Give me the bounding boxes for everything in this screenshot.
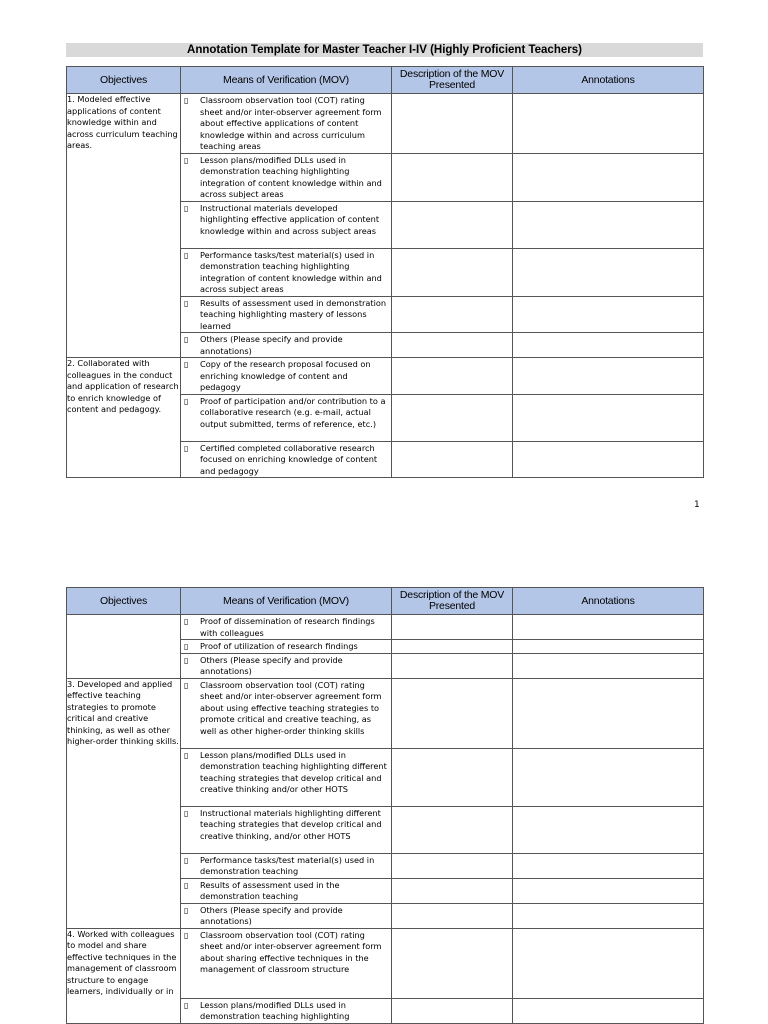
annotation-cell[interactable] <box>513 640 704 654</box>
mov-item: ▯ Lesson plans/modified DLLs used in demonstration teaching highlighting different teaching strategies that develop critical and creative thinking and/or other HOTS <box>181 748 392 806</box>
mov-item: ▯ Results of assessment used in the demonstration teaching <box>181 878 392 903</box>
mov-item: ▯ Lesson plans/modified DLLs used in demonstration teaching highlighting <box>181 998 392 1023</box>
description-cell[interactable] <box>392 333 513 358</box>
table-row <box>67 615 704 640</box>
description-cell[interactable] <box>392 678 513 748</box>
objective-2: 2. Collaborated with colleagues in the conduct and application of research to enrich knowledge of content and pedagogy. <box>67 358 181 478</box>
mov-item: ▯ Certified completed collaborative research focused on enriching knowledge of content and pedagogy <box>181 441 392 478</box>
checkbox-icon: ▯ <box>184 642 189 651</box>
description-cell[interactable] <box>392 806 513 853</box>
description-cell[interactable] <box>392 928 513 998</box>
objective-2-continued <box>67 615 181 679</box>
header-description: Description of the MOV Presented <box>392 588 513 615</box>
description-cell[interactable] <box>392 853 513 878</box>
mov-item: ▯ Others (Please specify and provide annotations) <box>181 333 392 358</box>
mov-item: ▯ Copy of the research proposal focused on enriching knowledge of content and pedagogy <box>181 358 392 395</box>
annotation-cell[interactable] <box>513 201 704 248</box>
description-cell[interactable] <box>392 201 513 248</box>
mov-item: ▯ Lesson plans/modified DLLs used in demonstration teaching highlighting integration of content knowledge within and across subject areas <box>181 153 392 201</box>
description-cell[interactable] <box>392 748 513 806</box>
annotation-cell[interactable] <box>513 296 704 333</box>
table-row <box>67 358 704 395</box>
objective-1: 1. Modeled effective applications of content knowledge within and across curriculum teaching areas. <box>67 94 181 358</box>
mov-item: ▯ Proof of dissemination of research findings with colleagues <box>181 615 392 640</box>
annotation-cell[interactable] <box>513 248 704 296</box>
checkbox-icon: ▯ <box>184 880 189 890</box>
mov-item: ▯ Performance tasks/test material(s) used in demonstration teaching highlighting integration of content knowledge within and across subject areas <box>181 248 392 296</box>
page-number: 1 <box>694 500 700 510</box>
table-header-row <box>67 588 704 615</box>
page-title: Annotation Template for Master Teacher I-IV (Highly Proficient Teachers) <box>66 43 703 57</box>
description-cell[interactable] <box>392 296 513 333</box>
checkbox-icon: ▯ <box>184 360 189 369</box>
description-cell[interactable] <box>392 153 513 201</box>
header-objectives: Objectives <box>67 588 181 615</box>
description-cell[interactable] <box>392 358 513 395</box>
annotation-table-page-1 <box>66 66 704 478</box>
checkbox-icon: ▯ <box>184 335 189 344</box>
header-objectives: Objectives <box>67 67 181 94</box>
annotation-cell[interactable] <box>513 153 704 201</box>
checkbox-icon: ▯ <box>184 680 189 690</box>
description-cell[interactable] <box>392 878 513 903</box>
checkbox-icon: ▯ <box>184 443 189 453</box>
annotation-cell[interactable] <box>513 394 704 441</box>
annotation-cell[interactable] <box>513 678 704 748</box>
checkbox-icon: ▯ <box>184 808 189 818</box>
mov-item: ▯ Others (Please specify and provide annotations) <box>181 903 392 928</box>
checkbox-icon: ▯ <box>184 250 189 260</box>
annotation-cell[interactable] <box>513 615 704 640</box>
table-row <box>67 928 704 998</box>
annotation-cell[interactable] <box>513 998 704 1023</box>
mov-item: ▯ Proof of utilization of research findings <box>181 640 392 654</box>
checkbox-icon: ▯ <box>184 750 189 760</box>
checkbox-icon: ▯ <box>184 396 189 406</box>
description-cell[interactable] <box>392 394 513 441</box>
annotation-cell[interactable] <box>513 748 704 806</box>
header-annotations: Annotations <box>513 588 704 615</box>
checkbox-icon: ▯ <box>184 655 189 665</box>
description-cell[interactable] <box>392 441 513 478</box>
annotation-cell[interactable] <box>513 878 704 903</box>
mov-item: ▯ Proof of participation and/or contribution to a collaborative research (e.g. e-mail, actual output submitted, terms of reference, etc.) <box>181 394 392 441</box>
description-cell[interactable] <box>392 615 513 640</box>
header-annotations: Annotations <box>513 67 704 94</box>
description-cell[interactable] <box>392 653 513 678</box>
checkbox-icon: ▯ <box>184 905 189 915</box>
header-mov: Means of Verification (MOV) <box>181 67 392 94</box>
checkbox-icon: ▯ <box>184 855 189 865</box>
annotation-cell[interactable] <box>513 928 704 998</box>
annotation-cell[interactable] <box>513 441 704 478</box>
checkbox-icon: ▯ <box>184 155 189 165</box>
annotation-cell[interactable] <box>513 806 704 853</box>
objective-4: 4. Worked with colleagues to model and share effective techniques in the management of classroom structure to engage learners, individually or in <box>67 928 181 1023</box>
annotation-cell[interactable] <box>513 903 704 928</box>
checkbox-icon: ▯ <box>184 298 189 308</box>
annotation-cell[interactable] <box>513 853 704 878</box>
table-row <box>67 678 704 748</box>
annotation-cell[interactable] <box>513 358 704 395</box>
header-description: Description of the MOV Presented <box>392 67 513 94</box>
checkbox-icon: ▯ <box>184 930 189 940</box>
mov-item: ▯ Others (Please specify and provide annotations) <box>181 653 392 678</box>
mov-item: ▯ Instructional materials highlighting different teaching strategies that develop critical and creative thinking, and/or other HOTS <box>181 806 392 853</box>
header-mov: Means of Verification (MOV) <box>181 588 392 615</box>
description-cell[interactable] <box>392 94 513 154</box>
checkbox-icon: ▯ <box>184 1000 189 1010</box>
mov-item: ▯ Classroom observation tool (COT) rating sheet and/or inter-observer agreement form about using effective teaching strategies to promote critical and creative teaching, as well as other higher-order thinking skills <box>181 678 392 748</box>
table-row <box>67 94 704 154</box>
mov-item: ▯ Performance tasks/test material(s) used in demonstration teaching <box>181 853 392 878</box>
description-cell[interactable] <box>392 903 513 928</box>
mov-item: ▯ Classroom observation tool (COT) rating sheet and/or inter-observer agreement form about sharing effective techniques in the management of classroom structure <box>181 928 392 998</box>
annotation-cell[interactable] <box>513 94 704 154</box>
table-header-row <box>67 67 704 94</box>
annotation-cell[interactable] <box>513 653 704 678</box>
description-cell[interactable] <box>392 998 513 1023</box>
mov-item: ▯ Instructional materials developed highlighting effective application of content knowledge within and across subject areas <box>181 201 392 248</box>
objective-3: 3. Developed and applied effective teaching strategies to promote critical and creative thinking, as well as other higher-order thinking skills. <box>67 678 181 928</box>
mov-item: ▯ Classroom observation tool (COT) rating sheet and/or inter-observer agreement form about effective applications of content knowledge within and across curriculum teaching areas <box>181 94 392 154</box>
description-cell[interactable] <box>392 248 513 296</box>
description-cell[interactable] <box>392 640 513 654</box>
checkbox-icon: ▯ <box>184 96 189 105</box>
annotation-table-page-2 <box>66 587 704 1024</box>
checkbox-icon: ▯ <box>184 203 189 213</box>
checkbox-icon: ▯ <box>184 617 189 626</box>
annotation-cell[interactable] <box>513 333 704 358</box>
mov-item: ▯ Results of assessment used in demonstration teaching highlighting mastery of lessons learned <box>181 296 392 333</box>
